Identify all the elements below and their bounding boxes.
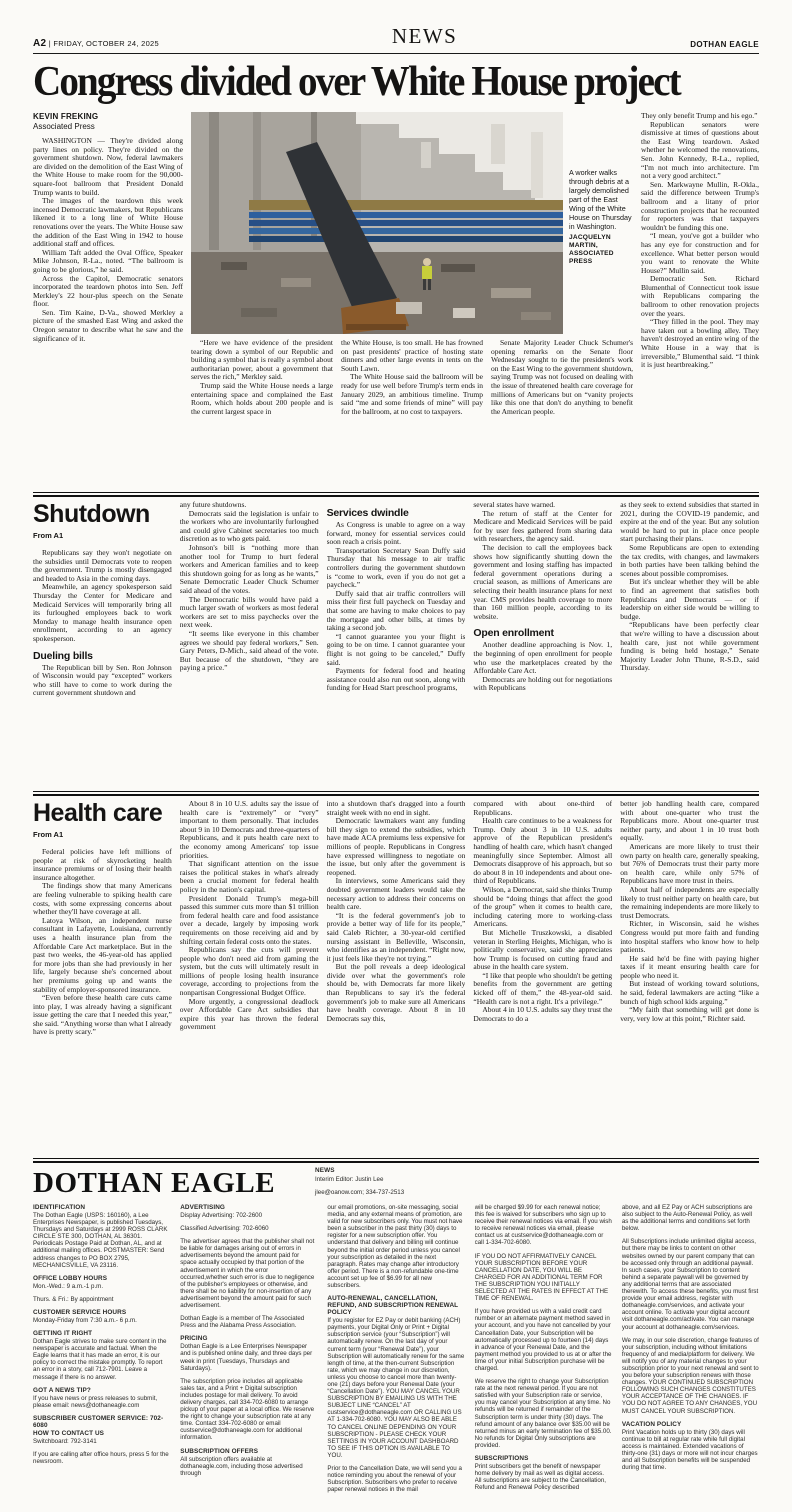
shutdown-column-2 xyxy=(180,501,319,789)
shutdown-section xyxy=(33,501,759,789)
healthcare-column-4 xyxy=(473,800,612,1156)
shutdown-col1-text xyxy=(33,549,172,698)
paragraph: We reserve the right to change your Subscription rate at the next renewal period. If you are not satisfied with your Subscription rate or service, you may cancel your Subscription at any time. No refunds will be returned if remainder of the Subscription term is under thirty (30) days. The refund amount of any balance over $35.00 will be returned minus an early termination fee of $35.00. No refunds for Digital Only subscriptions are provided. xyxy=(474,1378,612,1449)
paragraph: All Subscriptions include unlimited digital access, but there may be links to content on other websites owned by our parent company that can be accessed only through an additional paywall. In such cases, your Subscription to content behind a separate paywall will be governed by any additional terms that are associated therewith. To access these benefits, you must first provide your email address, register with dothaneagle.com/services, and activate your account online. To activate your digital account visit dothaneagle.com/activate. You can manage your account at dothaneagle.com/services. xyxy=(621,1238,759,1331)
caption-text: A worker walks through debris at a largely demolished part of the East Wing of the White House on Thursday in Washington. xyxy=(569,168,632,231)
section-banner: NEWS xyxy=(391,24,458,48)
paragraph: If you are calling after office hours, press 5 for the newsroom. xyxy=(33,1450,169,1465)
paragraph: Dothan Eagle is a member of The Associated Press and the Alabama Press Association. xyxy=(180,1315,305,1330)
paragraph: as they seek to extend subsidies that started in 2021, during the COVID-19 pandemic, and expire at the end of the year. But any solution would be hard to put in place once people start purchasing their plans. xyxy=(620,501,759,544)
masthead-column-3 xyxy=(327,1204,464,1502)
paragraph: If you have news or press releases to submit, please email: news@dothaneagle.com xyxy=(33,1394,158,1409)
sub-heading: ADVERTISING xyxy=(180,1204,225,1211)
paragraph: About 8 in 10 U.S. adults say the issue of health care is “extremely” or “very” important to them personally. That includes about 9 in 10 Democrats and three-quarters of Republicans, and it puts health care next to the economy among Americans' top issue priorities. xyxy=(179,800,319,860)
sub-heading: GETTING IT RIGHT xyxy=(33,1330,93,1338)
masthead-header xyxy=(33,1167,759,1201)
paragraph: Display Advertising: 702-2600 xyxy=(180,1212,263,1219)
paragraph: “It is the federal government's job to provide a better way of life for its people,” said Caleb Richter, a 30-year-old certified nursing assistant in Belleville, Wisconsin, who identifies as an independent. “Right now, it just feels like they're not trying.” xyxy=(326,910,466,963)
lead-col2-text xyxy=(191,339,333,487)
paragraph: The advertiser agrees that the publisher shall not be liable for damages arising out of errors in advertisements beyond the amount paid for space actually occupied by that portion of the advertisement in which the error occurred,whether such error is due to negligence of the publisher's employees or otherwise, and there shall be no liability for non-insertion of any advertisement beyond the amount paid for such advertisement. xyxy=(180,1238,315,1310)
paragraph: The White House said the ballroom will be ready for use well before Trump's term ends in January 2029, an ambitious timeline. Trump said “me and some friends of mine” will pay for the ballroom, at no cost to taxpayers. xyxy=(341,372,483,416)
paragraph: Monday-Friday from 7:30 a.m.- 6 p.m. xyxy=(33,1316,137,1324)
paragraph: William Taft added the Oval Office, Speaker Mike Johnson, R-La., noted. “The ballroom is going to be glorious,” he said. xyxy=(33,247,183,274)
paragraph: Democrats are holding out for negotiations with Republicans xyxy=(473,674,613,693)
paragraph: Sen. Tim Kaine, D-Va., showed Merkley a picture of the smashed East Wing and asked the Oregon senator to describe what he saw and the significance of it. xyxy=(33,307,183,343)
folio-left xyxy=(33,38,159,49)
byline-author: KEVIN FREKING xyxy=(33,112,99,121)
paragraph: Thurs. & Fri.: By appointment xyxy=(33,1295,114,1303)
paragraph: They only benefit Trump and his ego.” xyxy=(641,112,758,120)
lead-column-5 xyxy=(641,112,759,490)
sub-heading: GOT A NEWS TIP? xyxy=(33,1386,91,1394)
paragraph: But the poll reveals a deep ideological divide over what the government's role should be, with Democrats far more likely than Republicans to say it's the federal government's job to make sure all Americans have health coverage. About 8 in 10 Democrats say this, xyxy=(326,962,466,1023)
paragraph: Wilson, a Democrat, said she thinks Trump should be “doing things that affect the good of the group” when it comes to health care, including catering more to working-class Americans. xyxy=(473,884,613,929)
paragraph: As Congress is unable to agree on a way forward, money for essential services could soon reach a crisis point. xyxy=(326,520,466,547)
masthead-column-4 xyxy=(475,1204,612,1502)
healthcare-from: From A1 xyxy=(33,830,64,839)
sub-heading: Open enrollment xyxy=(473,627,554,640)
paragraph: The Republican bill by Sen. Ron Johnson of Wisconsin would pay “excepted” workers who still have to come to work during the current government shutdown and xyxy=(33,662,172,698)
masthead-column-2 xyxy=(180,1204,317,1502)
paragraph: Democratic Sen. Richard Blumenthal of Connecticut took issue with Republicans comparing the ballroom to other renovation projects over the years. xyxy=(641,274,759,318)
paragraph: Duffy said that air traffic controllers will miss their first full paycheck on Tuesday and that some are having to make choices to pay the mortgage and other bills, at times by taking a second job. xyxy=(326,588,466,633)
headline-wrap xyxy=(33,58,759,110)
paragraph: President Donald Trump's mega-bill passed this summer cuts more than $1 trillion from federal health care and food assistance over a decade, largely by imposing work requirements on those receiving aid and by shifting certain federal costs onto the states. xyxy=(179,893,319,946)
healthcare-section xyxy=(33,800,759,1156)
lead-column-1 xyxy=(33,112,183,490)
sub-heading: SUBSCRIPTION OFFERS xyxy=(180,1447,259,1455)
paragraph: But instead of working toward solutions, he said, federal lawmakers are acting “like a bunch of high school kids arguing.” xyxy=(620,979,759,1006)
paragraph: “I mean, you've got a builder who has any eye for construction and for excellence. What better person would you want to renovate the White House?” Mullin said. xyxy=(641,231,759,275)
shutdown-column-1 xyxy=(33,501,172,789)
paragraph: our email promotions, on-site messaging, social media, and any external means of promotion, are valid for new subscribers only. You must not have been a subscriber in the past thirty (30) days to register for a new subscription offer. You understand that delivery and billing will continue beyond the initial order period unless you cancel your subscription as detailed in the next paragraph. Rates may change after introductory offer period. There is a non-refundable one-time account set up fee of $6.99 for all new subscribers. xyxy=(327,1204,463,1290)
lead-col1-text xyxy=(33,137,183,343)
paragraph: But it's unclear whether they will be able to find an agreement that satisfies both Republicans and Democrats — or if leadership on either side would be willing to budge. xyxy=(620,577,759,621)
paragraph: The subscription price includes all applicable sales tax, and a Print + Digital subscription includes postage for mail delivery. To avoid delivery charges, call 334-702-6080 to arrange pickup of your paper at a local office. We reserve the right to change your subscription rate at any time. Contact 334-702-6080 or email custservice@dothaneagle.com for additional information. xyxy=(180,1377,315,1442)
sub-heading: CUSTOMER SERVICE HOURS xyxy=(33,1308,127,1316)
paragraph: Senate Majority Leader Chuck Schumer's opening remarks on the Senate floor Wednesday sought to tie the president's work on the East Wing to the government shutdown, saying Trump was not focused on dealing with the issue of threatened health care coverage for millions of Americans but on “vanity projects like this one that don't do anything to benefit the American people. xyxy=(491,339,633,416)
photo-caption xyxy=(569,112,633,334)
folio-bar xyxy=(33,24,759,54)
sub-heading: AUTO-RENEWAL, CANCELLATION, REFUND, AND SUBSCRIPTION RENEWAL POLICY xyxy=(327,1295,459,1317)
section-divider xyxy=(33,791,759,796)
paragraph: Mon.-Wed.: 9 a.m.-1 p.m. xyxy=(33,1282,104,1290)
paragraph: The return of staff at the Center for Medicare and Medicaid Services will be paid for by user fees gathered from sharing data with researchers, the agency said. xyxy=(473,508,613,544)
paragraph: above, and all EZ Pay or ACH subscriptions are also subject to the Auto-Renewal Policy, as well as the additional terms and conditions set forth below. xyxy=(621,1204,753,1233)
byline xyxy=(33,112,183,132)
paragraph: into a shutdown that's dragged into a fourth straight week with no end in sight. xyxy=(326,800,466,817)
paragraph: “I like that people who shouldn't be getting benefits from the government are getting kicked off of them,” the 48-year-old said. “Health care is not a right. It's a privilege.” xyxy=(473,970,613,1006)
healthcare-column-1 xyxy=(33,800,172,1156)
paragraph: Republican senators were dismissive at times of questions about the East Wing teardown. Asked whether he welcomed the renovations, Sen. John Kennedy, R-La., replied, “I'm not much into architecture. I'm not a very good architect.” xyxy=(641,119,759,181)
masthead-column-5 xyxy=(622,1204,759,1502)
paragraph: Interim Editor: Justin Lee xyxy=(315,1175,384,1183)
shutdown-from: From A1 xyxy=(33,531,64,540)
photo-row xyxy=(191,112,633,334)
sub-heading: HOW TO CONTACT US xyxy=(33,1429,105,1437)
paragraph: Republicans say they won't negotiate on the subsidies until Democrats vote to reopen the government. Trump is mostly disengaged and headed to Asia in the coming days. xyxy=(33,548,172,583)
masthead-logo: DOTHAN EAGLE xyxy=(33,1167,276,1199)
masthead-news-contacts xyxy=(315,1167,485,1202)
paragraph: WASHINGTON — They're divided along party lines on policy. They're divided on the government shutdown. Now, federal lawmakers are divided on the demolition of the East Wing of the White House to make room for the 90,000-square-foot ballroom that President Donald Trump wants to build. xyxy=(33,136,183,197)
paragraph: “They filled in the pool. They may have taken out a bowling alley. They haven't destroyed an entire wing of the White House in a way that is irreversible,” Blumenthal said. “I think it is just heartbreaking.” xyxy=(641,317,759,370)
paragraph: In interviews, some Americans said they doubted government leaders would take the necessary action to address their concerns on health care. xyxy=(326,876,466,912)
paragraph: Dothan Eagle strives to make sure content in the newspaper is accurate and factual. When the Eagle learns that it has made an error, it is our policy to correct the mistake promptly. To report an error in a story, call 712-7901. Leave a message if there is no answer. xyxy=(33,1338,167,1381)
paragraph: Dothan Eagle is a Lee Enterprises Newspaper and is published online daily, and three days per week in print (Tuesdays, Thursdays and Saturdays). xyxy=(180,1343,313,1372)
folio-date: FRIDAY, OCTOBER 24, 2025 xyxy=(53,39,159,48)
paragraph: Health care continues to be a weakness for Trump. Only about 3 in 10 U.S. adults approve of the Republican president's handling of health care, which hasn't changed meaningfully since September. Almost all Democrats disapprove of his approach, but so do about 8 in 10 independents and about one-third of Republicans. xyxy=(473,816,613,886)
sub-heading: NEWS xyxy=(315,1167,335,1174)
folio-separator: | xyxy=(48,39,54,48)
lead-middle xyxy=(191,112,633,490)
lead-lower-columns xyxy=(191,339,633,487)
paragraph: About 4 in 10 U.S. adults say they trust the Democrats to do a xyxy=(473,1005,613,1023)
paragraph: compared with about one-third of Republicans. xyxy=(473,800,613,817)
paragraph: All subscription offers available at dothaneagle.com, including those advertised through xyxy=(180,1455,303,1477)
healthcare-column-5 xyxy=(620,800,759,1156)
lead-col3-text xyxy=(341,339,483,487)
shutdown-column-3 xyxy=(327,501,466,789)
article-photo xyxy=(191,112,563,334)
demolition-photo-illustration xyxy=(191,112,563,334)
sub-heading: VACATION POLICY xyxy=(621,1420,682,1428)
paragraph: IF YOU DO NOT AFFIRMATIVELY CANCEL YOUR SUBSCRIPTION BEFORE YOUR CANCELLATION DATE, YOU WILL BE CHARGED FOR AN ADDITIONAL TERM FOR THE SUBSCRIPTION YOU INITIALLY SELECTED AT THE RATES IN EFFECT AT THE TIME OF RENEWAL. xyxy=(474,1252,609,1303)
paragraph: jlee@oanow.com; 334-737-2513 xyxy=(315,1188,405,1196)
paragraph: If you have provided us with a valid credit card number or an alternate payment method saved in your account, and you have not cancelled by your Cancellation Date, your Subscription will be automatically processed up to fourteen (14) days in advance of your Renewal Date, and the payment method you provided to us at or after the time of your initial Subscription purchase will be charged. xyxy=(474,1308,612,1372)
paragraph: Latoya Wilson, an independent nurse consultant in Lafayette, Louisiana, currently uses a health insurance plan from the Affordable Care Act marketplace. But in the past two weeks, the 46-year-old has applied for more jobs than she had previously in her life, largely because she's concerned about her premiums going up and wants the stability of employer-sponsored insurance. xyxy=(33,915,172,994)
paragraph: better job handling health care, compared with about one-quarter who trust the Republicans more. About one-quarter trust neither party, and about 1 in 10 trust both equally. xyxy=(620,800,759,843)
healthcare-column-2 xyxy=(180,800,319,1156)
paragraph: Americans are more likely to trust their own party on health care, generally speaking, but 76% of Democrats trust their party more on health care, while only 57% of Republicans have more trust in theirs. xyxy=(620,841,759,886)
page-number: A2 xyxy=(33,38,47,49)
sub-heading: Dueling bills xyxy=(33,649,93,662)
paragraph: “I cannot guarantee you your flight is going to be on time. I cannot guarantee your flight is not going to be canceled,” Duffy said. xyxy=(326,631,466,667)
paragraph: “It seems like everyone in this chamber agrees we should pay federal workers,” Sen. Gary Peters, D-Mich., said ahead of the vote. But because of the shutdown, “they are paying a price.” xyxy=(179,628,319,673)
masthead-columns xyxy=(33,1204,759,1502)
paper-name: DOTHAN EAGLE xyxy=(690,40,759,49)
paragraph: Republicans say the cuts will prevent people who don't need aid from gaming the system, but the cuts will ultimately result in millions of people losing health insurance coverage, according to projections from the nonpartisan Congressional Budget Office. xyxy=(179,945,319,998)
paragraph: Prior to the Cancellation Date, we will send you a notice reminding you about the renewal of your Subscription. Subscribers who prefer to receive paper renewal notices in the mail xyxy=(327,1465,462,1494)
paragraph: the White House, is too small. He has frowned on past presidents' practice of hosting state dinners and other large events in tents on the South Lawn. xyxy=(341,339,483,373)
paragraph: Federal policies have left millions of people at risk of skyrocketing health insurance premiums or of losing their health insurance altogether. xyxy=(33,847,172,882)
paragraph: Meanwhile, an agency spokesperson said Thursday the Center for Medicare and Medicaid Services will temporarily bring all its furloughed employees back to work Monday to manage health insurance open enrollment, according to an agency spokesperson. xyxy=(33,582,172,643)
paragraph: He said he'd be fine with paying higher taxes if it meant ensuring health care for people who need it. xyxy=(620,953,759,980)
paragraph: Print Vacation holds up to thirty (30) days will continue to bill at regular rate while full digital access is maintained. Extended vacations of thirty-one (31) days or more will not incur charges and all Subscription benefits will be suspended during that time. xyxy=(621,1428,758,1472)
paragraph: several states have warned. xyxy=(473,501,556,509)
sub-heading: IDENTIFICATION xyxy=(33,1204,86,1211)
paragraph: Classified Advertising: 702-6060 xyxy=(180,1225,269,1233)
paragraph: Another deadline approaching is Nov. 1, the beginning of open enrollment for people who use the marketplaces created by the Affordable Care Act. xyxy=(473,640,613,676)
lead-article xyxy=(33,112,759,490)
shutdown-column-4 xyxy=(473,501,612,789)
paragraph: any future shutdowns. xyxy=(179,501,247,509)
paragraph: Some Republicans are open to extending the tax credits, with changes, and lawmakers in both parties have been talking behind the scenes about possible compromises. xyxy=(620,542,759,578)
paragraph: Sen. Markwayne Mullin, R-Okla., said the difference between Trump's ballroom and a litany of prior construction projects that he recounted for reporters was that taxpayers wouldn't be funding this one. xyxy=(641,179,759,232)
paragraph: Payments for federal food and heating assistance could also run out soon, along with funding for Head Start preschool programs, xyxy=(326,666,466,693)
paragraph: That significant attention on the issue raises the political stakes in what's already been a crucial moment for federal health policy in the nation's capital. xyxy=(179,859,319,894)
paragraph: The Democratic bills would have paid a much larger swath of workers as most federal workers are set to miss paychecks over the next week. xyxy=(179,594,319,630)
lead-col4-text xyxy=(491,339,633,487)
paragraph: More urgently, a congressional deadlock over Affordable Care Act subsidies that expire this year has thrown the federal government xyxy=(179,996,319,1032)
paragraph: Print subscribers get the benefit of newspaper home delivery by mail as well as digital access. All subscriptions are subject to the Cancellation, Refund and Renewal Policy described xyxy=(474,1463,606,1492)
paragraph: “My faith that something will get done is very, very low at this point,” Richter said. xyxy=(620,1005,759,1023)
sub-heading: SUBSCRIPTIONS xyxy=(474,1455,529,1462)
paragraph: The findings show that many Americans are feeling vulnerable to spiking health care costs, with some expressing concerns about whether they'll have coverage at all. xyxy=(33,881,172,917)
paragraph: Democratic lawmakers want any funding bill they sign to extend the subsidies, which have made ACA premiums less expensive for millions of people. Republicans in Congress have expressed willingness to negotiate on the issue, but only after the government is reopened. xyxy=(326,816,466,877)
paragraph: We may, in our sole discretion, change features of your subscription, including without limitations frequency of and media/platform for delivery. We will notify you of any material changes to your subscription prior to your next renewal and sent to you before your subscription renews with those changes. YOUR CONTINUED SUBSCRIPTION FOLLOWING SUCH CHANGES CONSTITUTES YOUR ACCEPTANCE OF THE CHANGES. IF YOU DO NOT AGREE TO ANY CHANGES, YOU MUST CANCEL YOUR SUBSCRIPTION. xyxy=(621,1336,759,1415)
sub-heading: SUBSCRIBER CUSTOMER SERVICE: 702-6080 xyxy=(33,1414,164,1429)
paragraph: Johnson's bill is “nothing more than another tool for Trump to hurt federal workers and American families and to keep this shutdown going for as long as he wants,” Senate Democratic Leader Chuck Schumer said ahead of the votes. xyxy=(179,542,319,595)
paragraph: Trump said the White House needs a large entertaining space and complained the East Room, which holds about 200 people and is the current largest space in xyxy=(191,380,333,416)
healthcare-column-3 xyxy=(327,800,466,1156)
paragraph: Across the Capitol, Democratic senators incorporated the teardown photos into Sen. Jeff Merkley's 22 hour-plus speech on the Senate floor. xyxy=(33,273,183,309)
paragraph: Transportation Secretary Sean Duffy said Thursday that his message to air traffic controllers during the government shutdown is “come to work, even if you do not get a paycheck.” xyxy=(326,545,466,590)
paragraph: If you register for EZ Pay or debit banking (ACH) payments, your Digital Only or Print + Digital subscription service (your “Subscription”) will automatically renew. On the last day of your current term (your “Renewal Date”), your Subscription will automatically renew for the same length of time, at the then-current Subscription rate, which we may change in our discretion, unless you choose to cancel more than twenty-one (21) days before your Renewal Date (your “Cancellation Date”). YOU MAY CANCEL YOUR SUBSCRIPTION BY EMAILING US WITH THE SUBJECT LINE “CANCEL” AT custservice@dothaneagle.com OR CALLING US AT 1-334-702-6080. YOU MAY ALSO BE ABLE TO CANCEL ONLINE DEPENDING ON YOUR SUBSCRIPTION - PLEASE CHECK YOUR SETTINGS IN YOUR ACCOUNT DASHBOARD TO SEE IF THIS OPTION IS AVAILABLE TO YOU. xyxy=(327,1317,465,1459)
paragraph: will be charged $9.99 for each renewal notice; this fee is waived for subscribers who sign up to receive their renewal notices via email. If you wish to receive renewal notices via email, please contact us at custservice@dothaneagle.com or call 1-334-702-6080. xyxy=(474,1204,612,1247)
masthead xyxy=(33,1167,759,1502)
paragraph: “Here we have evidence of the president tearing down a symbol of our Republic and building a symbol that is really a symbol about authoritarian power, about a government that serves the rich,” Merkley said. xyxy=(191,339,333,382)
section-divider xyxy=(33,1158,759,1163)
masthead-column-1 xyxy=(33,1204,170,1502)
paragraph: “Even before these health care cuts came into play, I was already having a significant issue getting the care that I needed this year,” she said. “Anything worse than what I already have is pretty scary.” xyxy=(33,993,172,1037)
paragraph: “Republicans have been perfectly clear that we're willing to have a discussion about health care, just not while government funding is being held hostage,” Senate Majority Leader John Thune, R-S.D., said Thursday. xyxy=(620,620,759,673)
paragraph: Switchboard: 792-3141 xyxy=(33,1437,97,1445)
section-divider xyxy=(33,492,759,497)
photo-credit: JACQUELYN MARTIN, ASSOCIATED PRESS xyxy=(569,234,614,265)
paragraph: The images of the teardown this week incensed Democratic lawmakers, but Republicans likened it to a long line of White House renovations over the years. The White House saw the addition of the East Wing in 1942 to house additional staff and offices. xyxy=(33,196,183,249)
healthcare-title: Health care xyxy=(33,800,163,827)
paragraph: The Dothan Eagle (USPS: 160160), a Lee Enterprises Newspaper, is published Tuesdays, Thursdays and Saturdays at 2999 ROSS CLARK CIRCLE STE 300, DOTHAN, AL 36301. Periodicals Postage Paid at Dothan, AL, and at additional mailing offices. POSTMASTER: Send address changes to PO BOX 2795, MECHANICSVILLE, VA 23116. xyxy=(33,1212,168,1269)
shutdown-column-5 xyxy=(620,501,759,789)
healthcare-col1-text xyxy=(33,848,172,1037)
paragraph: Richter, in Wisconsin, said he wishes Congress would put more faith and funding into hospital staffers who know how to help patients. xyxy=(620,919,759,955)
shutdown-title: Shutdown xyxy=(33,501,150,528)
byline-org: Associated Press xyxy=(33,122,95,131)
paragraph: Democrats said the legislation is unfair to the workers who are involuntarily furloughed and could give Cabinet secretaries too much discretion as to who gets paid. xyxy=(179,508,319,544)
main-headline: Congress divided over White House project xyxy=(33,59,680,105)
sub-heading: OFFICE LOBBY HOURS xyxy=(33,1274,108,1282)
sub-heading: Services dwindle xyxy=(326,507,409,519)
paragraph: About half of independents are especially likely to trust neither party on health care, but the remaining independents are more likely to trust Democrats. xyxy=(620,884,759,920)
paragraph: The decision to call the employees back shows how significantly shutting down the government and losing staffing has impacted federal government operations during a crucial season, as millions of Americans are selecting their health insurance plans for next year. CMS provides health coverage to more than 160 million people, according to its website. xyxy=(473,542,613,621)
sub-heading: PRICING xyxy=(180,1335,208,1343)
paragraph: But Michelle Truszkowski, a disabled veteran in Sterling Heights, Michigan, who is politically conservative, said she appreciates how Trump is focused on cutting fraud and abuse in the health care system. xyxy=(473,927,613,972)
